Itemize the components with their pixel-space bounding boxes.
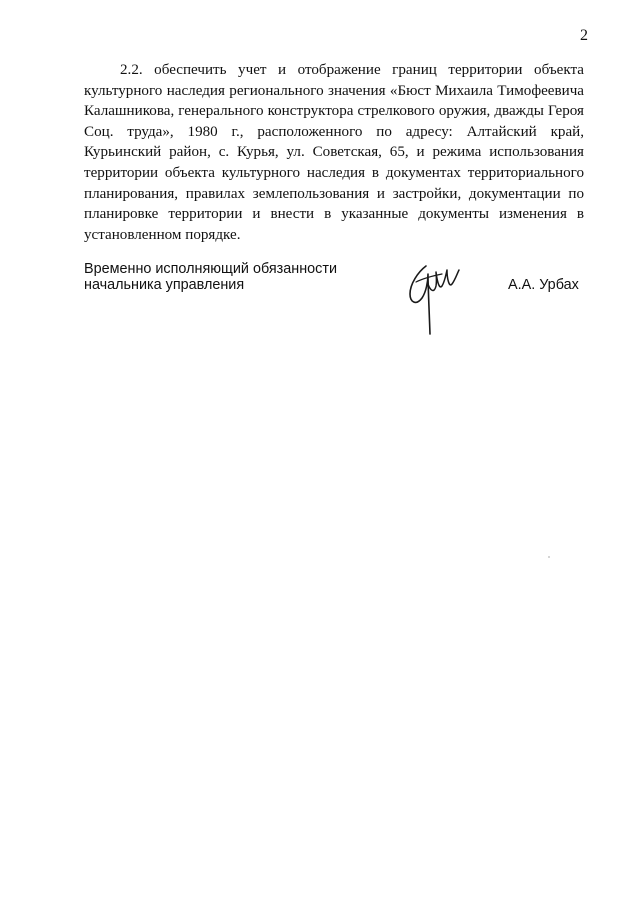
signer-position-line-2: начальника управления	[84, 276, 245, 293]
scan-speck	[548, 556, 550, 558]
signer-position-line-1: Временно исполняющий обязанности	[84, 261, 338, 277]
signer-position	[84, 262, 337, 293]
signature-stroke	[410, 266, 430, 334]
page-number: 2	[580, 27, 588, 44]
signature-stroke	[428, 270, 459, 290]
paragraph-2-2: 2.2. обеспечить учет и отображение границ территории объекта культурного наследия регионального значения «Бюст Михаила Тимофеевича Калашникова, генерального конструктора стрелкового оружия, дважды Героя Соц. труда», 1980 г., расположенного по адресу: Алтайский край, Курьинский район, с. Курья, ул. Советская, 65, и режима использования территории объекта культурного наследия в документах территориального планирования, правилах землепользования и застройки, документации по планировке территории и внести в указанные документы изменения в установленном порядке.	[84, 62, 584, 243]
signature-block	[84, 262, 594, 342]
signer-name: А.А. Урбах	[508, 277, 579, 293]
handwritten-signature	[404, 262, 464, 342]
